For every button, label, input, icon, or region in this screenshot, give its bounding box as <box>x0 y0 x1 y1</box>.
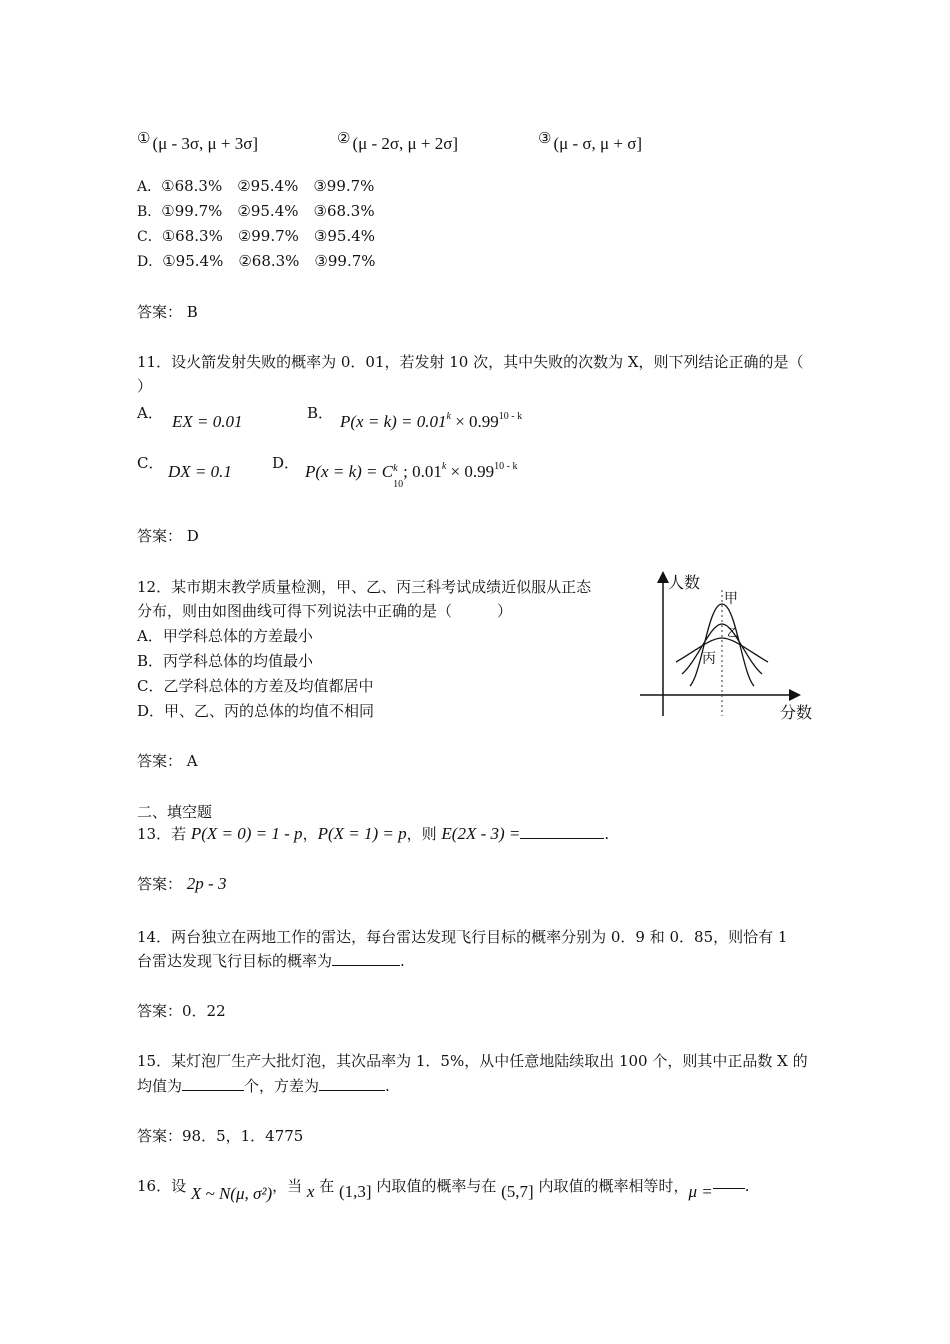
q16-prefix: 16．设 <box>137 1177 191 1195</box>
q10-interval-2-text: (μ - 2σ, μ + 2σ] <box>352 134 459 153</box>
q14-line2 <box>137 950 405 971</box>
q10-interval-1-mark: ① <box>137 131 151 147</box>
q12-label-yi: 乙 <box>727 626 738 639</box>
q11-option-d-sup2: 10 - k <box>494 461 518 472</box>
q10-option-b-label: B． <box>137 204 162 220</box>
q12-option-c-text: 乙学科总体的方差及均值都居中 <box>163 677 374 695</box>
q12-option-c <box>137 675 374 696</box>
q13-math2: P(X = 1) = p <box>317 824 407 843</box>
q10-interval-3-mark: ③ <box>538 131 552 147</box>
q12-answer: 答案： A <box>137 752 198 770</box>
q11-option-a-label: A． <box>137 404 163 422</box>
q10-option-b-text: ①99.7% ②95.4% ③68.3% <box>161 202 375 220</box>
q10-option-c-label: C． <box>137 229 162 245</box>
q11-option-d-sup-c: k <box>393 463 398 474</box>
q11-option-d-math <box>305 461 518 490</box>
q10-interval-3-text: (μ - σ, μ + σ] <box>553 134 643 153</box>
q12-label-bing: 丙 <box>702 651 716 667</box>
q11-option-b-sup1: k <box>446 411 451 422</box>
q10-option-a <box>137 175 374 196</box>
q10-interval-1-text: (μ - 3σ, μ + 3σ] <box>152 134 259 153</box>
q14-blank[interactable] <box>332 951 400 966</box>
q10-option-a-label: A． <box>137 179 162 195</box>
q13-end: . <box>604 825 610 843</box>
q11-option-b-sup2: 10 - k <box>498 411 523 422</box>
q16-t4: 内取值的概率相等时， <box>533 1177 689 1195</box>
q12-option-a-label: A． <box>137 627 163 645</box>
q11-option-c-math: DX = 0.1 <box>168 462 232 481</box>
q13-answer-label: 答案： <box>137 875 187 893</box>
q16-math1: X ~ N(μ, σ²) <box>190 1184 273 1203</box>
q11-option-d-mid2: × 0.99 <box>446 462 495 481</box>
q11-option-b-part1: P(x = k) = 0.01 <box>340 412 447 431</box>
q10-option-d-text: ①95.4% ②68.3% ③99.7% <box>162 252 376 270</box>
q12-normal-curves-figure <box>630 568 830 728</box>
q11-answer: 答案： D <box>137 527 199 545</box>
q12-x-label: 分数 <box>780 703 813 722</box>
q13-stem <box>137 823 609 844</box>
q12-option-a-text: 甲学科总体的方差最小 <box>162 627 313 645</box>
q11-option-b-mid: × 0.99 <box>450 412 499 431</box>
q15-blank-mean[interactable] <box>182 1076 244 1091</box>
q16-end: . <box>744 1177 750 1195</box>
q12-stem-line2: 分布，则由如图曲线可得下列说法中正确的是（ ） <box>137 602 513 620</box>
q15-line1: 15．某灯泡厂生产大批灯泡，其次品率为 1．5%，从中任意地陆续取出 100 个，则其中正品数 X 的 <box>137 1052 808 1070</box>
q15-answer: 答案：98．5，1．4775 <box>137 1127 304 1145</box>
q10-option-a-text: ①68.3% ②95.4% ③99.7% <box>161 177 375 195</box>
q13-math1: P(X = 0) = 1 - p <box>190 824 303 843</box>
q12-option-d-text: 甲、乙、丙的总体的均值不相同 <box>164 702 375 720</box>
q11-option-d-sup1: k <box>441 461 447 472</box>
q12-stem-line1: 12．某市期末教学质量检测，甲、乙、丙三科考试成绩近似服从正态 <box>137 578 592 596</box>
q13-math3: E(2X - 3) = <box>441 824 521 843</box>
q11-option-b-label: B． <box>307 404 334 422</box>
q15-line2 <box>137 1075 390 1096</box>
q12-option-c-label: C． <box>137 677 164 695</box>
q14-line1: 14．两台独立在两地工作的雷达，每台雷达发现飞行目标的概率分别为 0．9 和 0．85，则恰有 1 <box>137 928 788 946</box>
q16-var: x <box>306 1182 315 1201</box>
q10-interval-2-mark: ② <box>337 131 351 147</box>
q12-label-jia: 甲 <box>724 591 738 607</box>
q12-option-d-label: D． <box>137 702 165 720</box>
q10-interval-3 <box>538 131 643 154</box>
q12-option-b-label: B． <box>137 652 164 670</box>
q14-end: . <box>400 952 405 970</box>
q10-interval-1 <box>137 131 259 154</box>
q10-option-c <box>137 225 375 246</box>
q11-option-a-math: EX = 0.01 <box>172 412 243 431</box>
q11-stem-line2: ） <box>137 377 153 395</box>
q11-stem-line1: 11．设火箭发射失败的概率为 0．01，若发射 10 次，其中失败的次数为 X，则下列结论正确的是（ <box>137 353 804 371</box>
q14-line2-text: 台雷达发现飞行目标的概率为 <box>137 952 333 970</box>
q14-answer: 答案：0．22 <box>137 1002 226 1020</box>
q12-option-a <box>137 625 313 646</box>
q16-stem <box>137 1175 750 1203</box>
q15-blank-variance[interactable] <box>319 1076 385 1091</box>
q11-option-d-part1: P(x = k) = C <box>305 462 394 481</box>
q10-answer: 答案： B <box>137 303 198 321</box>
q12-option-b-text: 丙学科总体的均值最小 <box>163 652 314 670</box>
section-fill-in-title: 二、填空题 <box>137 803 213 821</box>
q16-interval-2: (5,7] <box>501 1182 534 1201</box>
q13-answer <box>137 873 226 894</box>
q10-interval-2 <box>337 131 459 154</box>
q16-t2: 在 <box>314 1177 339 1195</box>
q15-line2b: 个，方差为 <box>244 1077 320 1095</box>
q13-then: ，则 <box>406 825 442 843</box>
q12-option-b <box>137 650 313 671</box>
q15-end: . <box>385 1077 390 1095</box>
q13-answer-math: 2p - 3 <box>186 874 227 893</box>
q12-option-d <box>137 700 374 721</box>
q16-t3: 内取值的概率与在 <box>371 1177 502 1195</box>
q10-option-d <box>137 250 376 271</box>
q16-t1: ，当 <box>272 1177 307 1195</box>
q16-blank[interactable] <box>713 1174 745 1189</box>
q13-blank[interactable] <box>520 824 604 839</box>
q10-option-c-text: ①68.3% ②99.7% ③95.4% <box>161 227 376 245</box>
q11-option-d-sub-c: 10 <box>393 479 404 490</box>
q13-sep: ， <box>302 825 318 843</box>
q10-option-d-label: D． <box>137 254 163 270</box>
q12-y-label: 人数 <box>668 573 701 592</box>
q11-option-d-label: D． <box>272 454 300 472</box>
q11-option-c-label: C． <box>137 454 164 472</box>
q13-prefix: 13．若 <box>137 825 191 843</box>
q11-option-d-mid: ; 0.01 <box>403 462 442 481</box>
q16-interval-1: (1,3] <box>339 1182 372 1201</box>
q15-line2a: 均值为 <box>137 1077 183 1095</box>
q16-math2: μ = <box>688 1182 713 1201</box>
q10-option-b <box>137 200 375 221</box>
q11-option-b-math <box>340 412 522 432</box>
